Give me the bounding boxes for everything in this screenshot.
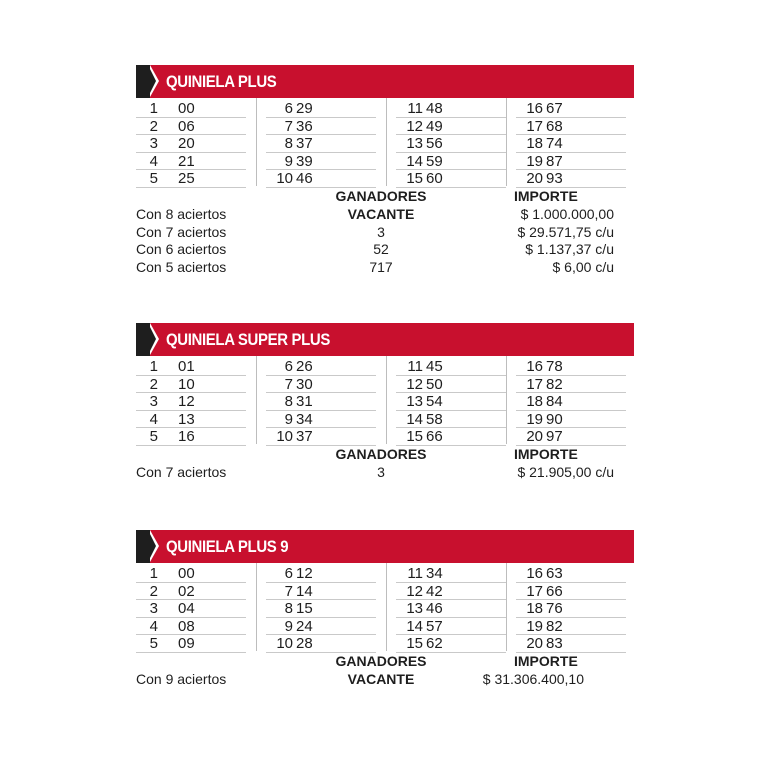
draw-row	[136, 428, 246, 446]
draw-row	[516, 565, 626, 583]
drawn-number: 76	[546, 600, 563, 617]
draw-row	[516, 358, 626, 376]
prize-label: Con 8 aciertos	[136, 206, 227, 222]
drawn-number: 34	[296, 410, 313, 428]
column-divider	[506, 563, 507, 651]
draw-row	[396, 600, 506, 618]
prize-table	[136, 446, 634, 482]
draw-column	[266, 565, 376, 653]
draw-position: 6	[284, 565, 293, 582]
draw-row	[516, 170, 626, 188]
drawn-number: 62	[426, 635, 443, 652]
drawn-number: 12	[296, 565, 313, 582]
draw-row	[136, 170, 246, 188]
prize-amount: $ 1.000.000,00	[520, 206, 614, 222]
draw-position: 10	[276, 170, 293, 187]
prize-winners: 3	[377, 464, 385, 480]
draw-position: 17	[526, 375, 543, 393]
winners-header: GANADORES	[335, 188, 427, 204]
draw-position: 13	[406, 135, 423, 152]
drawn-number: 63	[546, 565, 563, 582]
prize-label: Con 6 aciertos	[136, 241, 227, 257]
winners-header: GANADORES	[335, 653, 427, 669]
draw-row	[266, 153, 376, 171]
section-banner	[136, 65, 634, 98]
column-divider	[256, 98, 257, 186]
draw-position: 12	[406, 582, 423, 600]
draw-row	[396, 393, 506, 411]
banner-tab-icon	[136, 65, 150, 98]
drawn-number: 00	[178, 565, 195, 582]
drawn-number: 34	[426, 565, 443, 582]
draw-results	[136, 98, 634, 188]
prize-amount: $ 1.137,37 c/u	[525, 241, 614, 257]
prize-row	[136, 206, 634, 224]
draw-position: 6	[284, 358, 293, 375]
draw-row	[136, 358, 246, 376]
draw-row	[396, 583, 506, 601]
draw-row	[266, 100, 376, 118]
draw-position: 2	[149, 582, 158, 600]
draw-results	[136, 356, 634, 446]
prize-amount: $ 29.571,75 c/u	[517, 223, 614, 240]
draw-column	[396, 565, 506, 653]
draw-position: 20	[526, 635, 543, 652]
draw-row	[266, 428, 376, 446]
drawn-number: 60	[426, 170, 443, 187]
prize-row	[136, 259, 634, 277]
draw-row	[136, 135, 246, 153]
draw-row	[136, 411, 246, 429]
draw-row	[516, 393, 626, 411]
draw-position: 18	[526, 600, 543, 617]
banner-tab-icon	[136, 323, 150, 356]
draw-position: 7	[284, 117, 293, 135]
prize-label: Con 7 aciertos	[136, 464, 227, 480]
draw-row	[516, 618, 626, 636]
section-banner	[136, 530, 634, 563]
draw-position: 15	[406, 635, 423, 652]
draw-position: 5	[149, 428, 158, 445]
section-title: QUINIELA SUPER PLUS	[166, 330, 330, 349]
column-divider	[506, 98, 507, 186]
prize-label: Con 5 aciertos	[136, 258, 227, 275]
drawn-number: 00	[178, 100, 195, 117]
draw-row	[266, 411, 376, 429]
draw-row	[516, 635, 626, 653]
draw-position: 14	[406, 410, 423, 428]
draw-row	[516, 118, 626, 136]
draw-position: 16	[526, 100, 543, 117]
draw-position: 4	[149, 152, 158, 170]
drawn-number: 01	[178, 358, 195, 375]
amount-header: IMPORTE	[514, 653, 578, 669]
column-divider	[256, 563, 257, 651]
draw-row	[136, 118, 246, 136]
drawn-number: 31	[296, 393, 313, 410]
draw-column	[136, 565, 246, 653]
section-quiniela-super-plus	[136, 323, 634, 482]
draw-position: 18	[526, 135, 543, 152]
draw-position: 5	[149, 635, 158, 652]
prize-amount: $ 6,00 c/u	[552, 258, 614, 275]
drawn-number: 78	[546, 358, 563, 375]
draw-column	[396, 100, 506, 188]
prize-amount: $ 21.905,00 c/u	[517, 464, 614, 480]
drawn-number: 16	[178, 428, 195, 445]
drawn-number: 15	[296, 600, 313, 617]
section-banner	[136, 323, 634, 356]
prize-header	[136, 188, 634, 206]
prize-winners: VACANTE	[347, 206, 415, 222]
draw-results	[136, 563, 634, 653]
draw-position: 2	[149, 375, 158, 393]
draw-position: 9	[284, 152, 293, 170]
drawn-number: 49	[426, 117, 443, 135]
drawn-number: 82	[546, 617, 563, 635]
draw-row	[266, 393, 376, 411]
draw-column	[136, 100, 246, 188]
draw-row	[516, 411, 626, 429]
drawn-number: 83	[546, 635, 563, 652]
draw-row	[396, 100, 506, 118]
draw-row	[396, 376, 506, 394]
drawn-number: 90	[546, 410, 563, 428]
draw-row	[266, 135, 376, 153]
drawn-number: 24	[296, 617, 313, 635]
draw-column	[266, 100, 376, 188]
draw-row	[266, 565, 376, 583]
draw-position: 17	[526, 117, 543, 135]
column-divider	[256, 356, 257, 444]
drawn-number: 42	[426, 582, 443, 600]
prize-row	[136, 671, 634, 689]
drawn-number: 48	[426, 100, 443, 117]
draw-position: 11	[407, 100, 423, 117]
draw-position: 19	[526, 152, 543, 170]
draw-row	[516, 428, 626, 446]
draw-position: 19	[526, 410, 543, 428]
draw-row	[266, 618, 376, 636]
drawn-number: 97	[546, 428, 563, 445]
draw-position: 17	[526, 582, 543, 600]
draw-position: 13	[406, 393, 423, 410]
prize-winners: 52	[373, 241, 389, 257]
drawn-number: 50	[426, 375, 443, 393]
draw-row	[396, 428, 506, 446]
draw-row	[516, 153, 626, 171]
drawn-number: 37	[296, 135, 313, 152]
prize-row	[136, 241, 634, 259]
draw-column	[266, 358, 376, 446]
banner-tab-icon	[136, 530, 150, 563]
draw-row	[396, 565, 506, 583]
draw-position: 10	[276, 428, 293, 445]
amount-header: IMPORTE	[514, 446, 578, 462]
drawn-number: 20	[178, 135, 195, 152]
prize-table	[136, 188, 634, 276]
draw-row	[396, 411, 506, 429]
draw-row	[266, 376, 376, 394]
draw-position: 1	[149, 358, 158, 375]
drawn-number: 39	[296, 152, 313, 170]
winners-header: GANADORES	[335, 446, 427, 462]
drawn-number: 21	[178, 152, 195, 170]
draw-position: 2	[149, 117, 158, 135]
drawn-number: 08	[178, 617, 195, 635]
draw-position: 1	[149, 100, 158, 117]
draw-row	[136, 618, 246, 636]
draw-position: 8	[284, 393, 293, 410]
draw-row	[136, 393, 246, 411]
draw-row	[516, 100, 626, 118]
draw-position: 4	[149, 410, 158, 428]
draw-row	[396, 135, 506, 153]
draw-row	[136, 376, 246, 394]
drawn-number: 37	[296, 428, 313, 445]
drawn-number: 28	[296, 635, 313, 652]
draw-row	[266, 170, 376, 188]
draw-position: 10	[276, 635, 293, 652]
drawn-number: 54	[426, 393, 443, 410]
draw-position: 7	[284, 582, 293, 600]
draw-row	[266, 358, 376, 376]
draw-row	[396, 118, 506, 136]
prize-table	[136, 653, 634, 689]
draw-column	[136, 358, 246, 446]
draw-row	[396, 153, 506, 171]
draw-position: 7	[284, 375, 293, 393]
draw-row	[266, 600, 376, 618]
draw-position: 15	[406, 428, 423, 445]
draw-row	[136, 565, 246, 583]
draw-position: 3	[149, 393, 158, 410]
drawn-number: 67	[546, 100, 563, 117]
drawn-number: 87	[546, 152, 563, 170]
draw-position: 13	[406, 600, 423, 617]
draw-column	[396, 358, 506, 446]
drawn-number: 68	[546, 117, 563, 135]
draw-position: 8	[284, 135, 293, 152]
drawn-number: 45	[426, 358, 443, 375]
draw-position: 20	[526, 170, 543, 187]
drawn-number: 30	[296, 375, 313, 393]
column-divider	[506, 356, 507, 444]
prize-winners: VACANTE	[347, 671, 415, 687]
draw-row	[266, 635, 376, 653]
draw-position: 3	[149, 600, 158, 617]
draw-position: 14	[406, 152, 423, 170]
draw-position: 9	[284, 617, 293, 635]
drawn-number: 12	[178, 393, 195, 410]
section-quiniela-plus-9	[136, 530, 634, 689]
draw-position: 16	[526, 565, 543, 582]
drawn-number: 13	[178, 410, 195, 428]
draw-row	[136, 100, 246, 118]
draw-row	[396, 635, 506, 653]
drawn-number: 10	[178, 375, 195, 393]
draw-row	[136, 635, 246, 653]
draw-row	[396, 358, 506, 376]
draw-column	[516, 565, 626, 653]
draw-position: 14	[406, 617, 423, 635]
drawn-number: 82	[546, 375, 563, 393]
draw-position: 11	[407, 565, 423, 582]
column-divider	[386, 563, 387, 651]
draw-position: 12	[406, 117, 423, 135]
column-divider	[386, 356, 387, 444]
draw-position: 16	[526, 358, 543, 375]
draw-position: 18	[526, 393, 543, 410]
draw-position: 20	[526, 428, 543, 445]
draw-column	[516, 100, 626, 188]
drawn-number: 74	[546, 135, 563, 152]
draw-position: 8	[284, 600, 293, 617]
drawn-number: 93	[546, 170, 563, 187]
prize-winners: 3	[377, 223, 385, 240]
prize-label: Con 7 aciertos	[136, 223, 227, 240]
draw-row	[516, 583, 626, 601]
draw-position: 19	[526, 617, 543, 635]
draw-row	[396, 618, 506, 636]
prize-header	[136, 653, 634, 671]
drawn-number: 46	[296, 170, 313, 187]
draw-position: 4	[149, 617, 158, 635]
drawn-number: 46	[426, 600, 443, 617]
drawn-number: 09	[178, 635, 195, 652]
draw-column	[516, 358, 626, 446]
drawn-number: 58	[426, 410, 443, 428]
draw-row	[516, 600, 626, 618]
draw-row	[516, 376, 626, 394]
prize-label: Con 9 aciertos	[136, 671, 227, 687]
drawn-number: 29	[296, 100, 313, 117]
draw-row	[516, 135, 626, 153]
section-title: QUINIELA PLUS 9	[166, 537, 289, 556]
draw-position: 15	[406, 170, 423, 187]
draw-row	[136, 583, 246, 601]
prize-row	[136, 464, 634, 482]
prize-row	[136, 224, 634, 242]
drawn-number: 06	[178, 117, 195, 135]
draw-position: 6	[284, 100, 293, 117]
section-title: QUINIELA PLUS	[166, 72, 277, 91]
column-divider	[386, 98, 387, 186]
drawn-number: 02	[178, 582, 195, 600]
drawn-number: 04	[178, 600, 195, 617]
draw-row	[136, 153, 246, 171]
draw-position: 11	[407, 358, 423, 375]
drawn-number: 57	[426, 617, 443, 635]
draw-position: 5	[149, 170, 158, 187]
drawn-number: 84	[546, 393, 563, 410]
drawn-number: 59	[426, 152, 443, 170]
drawn-number: 14	[296, 582, 313, 600]
draw-position: 12	[406, 375, 423, 393]
section-quiniela-plus	[136, 65, 634, 276]
prize-header	[136, 446, 634, 464]
draw-row	[396, 170, 506, 188]
prize-winners: 717	[369, 258, 393, 275]
drawn-number: 66	[426, 428, 443, 445]
drawn-number: 25	[178, 170, 195, 187]
draw-position: 1	[149, 565, 158, 582]
draw-position: 3	[149, 135, 158, 152]
draw-row	[136, 600, 246, 618]
drawn-number: 26	[296, 358, 313, 375]
draw-row	[266, 118, 376, 136]
draw-position: 9	[284, 410, 293, 428]
prize-amount: $ 31.306.400,10	[482, 671, 584, 687]
drawn-number: 66	[546, 582, 563, 600]
draw-row	[266, 583, 376, 601]
drawn-number: 56	[426, 135, 443, 152]
amount-header: IMPORTE	[514, 188, 578, 204]
drawn-number: 36	[296, 117, 313, 135]
